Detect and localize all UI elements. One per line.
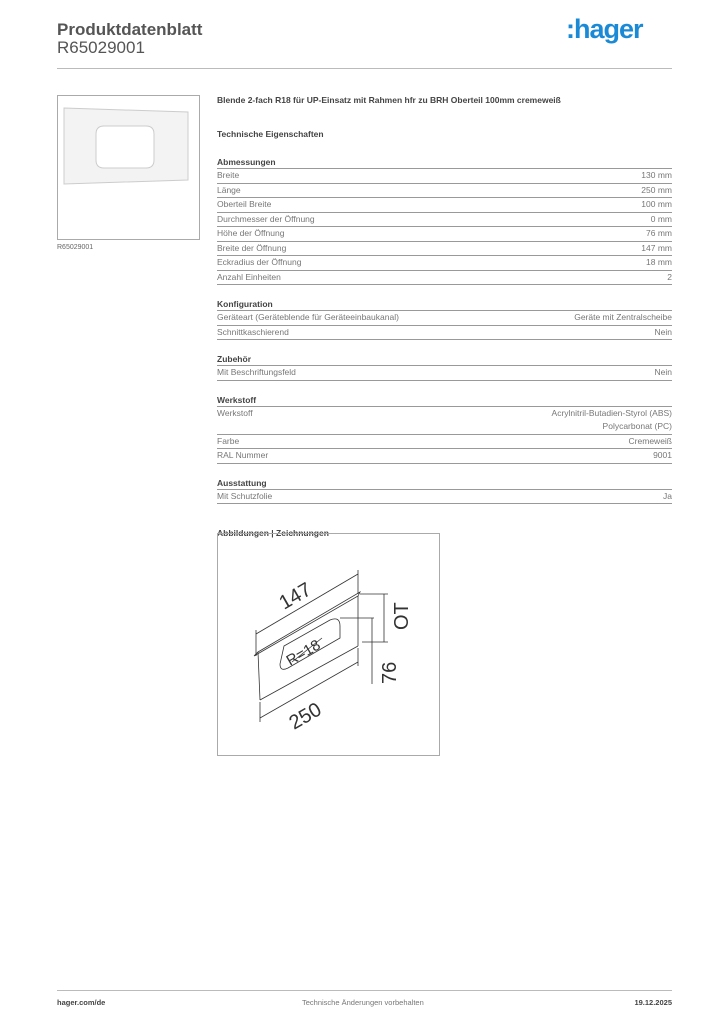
property-value: 76 mm	[646, 228, 672, 238]
footer-website-link[interactable]: hager.com/de	[57, 998, 106, 1007]
property-label: Mit Beschriftungsfeld	[217, 367, 296, 377]
header-divider	[57, 68, 672, 69]
property-value: Nein	[654, 326, 672, 337]
property-label: Länge	[217, 184, 241, 195]
property-row	[217, 198, 672, 213]
property-value: 100 mm	[641, 199, 672, 209]
property-value: 0 mm	[650, 213, 672, 224]
property-row	[217, 184, 672, 199]
tech-properties-heading: Technische Eigenschaften	[217, 129, 324, 139]
property-row	[217, 169, 672, 184]
figures-heading: Abbildungen | Zeichnungen	[217, 528, 329, 538]
dim-radius-label: R=18	[283, 636, 324, 670]
property-value: Nein	[654, 367, 672, 377]
dim-width-label: 147	[275, 578, 316, 615]
dim-height-label: 76	[379, 661, 401, 684]
property-label: Geräteart (Geräteblende für Geräteeinbaukanal)	[217, 312, 399, 322]
hager-logo: :hager	[566, 14, 643, 44]
property-label: Mit Schutzfolie	[217, 490, 273, 501]
image-caption: R65029001	[57, 244, 94, 251]
product-code: R65029001	[57, 38, 145, 57]
product-description: Blende 2-fach R18 für UP-Einsatz mit Rahmen hfr zu BRH Oberteil 100mm cremeweiß	[217, 95, 561, 105]
section-zubehr	[217, 352, 672, 381]
property-label: Werkstoff	[217, 407, 253, 418]
section-heading: Abmessungen	[217, 155, 672, 169]
property-value: Geräte mit Zentralscheibe	[574, 312, 672, 322]
section-heading: Werkstoff	[217, 393, 672, 407]
page-title: Produktdatenblatt	[57, 20, 203, 39]
property-row	[217, 366, 672, 381]
property-row	[217, 256, 672, 271]
section-konfiguration	[217, 297, 672, 340]
property-value: 2	[667, 271, 672, 282]
property-value: 18 mm	[646, 257, 672, 267]
property-row	[217, 407, 672, 435]
property-label: Eckradius der Öffnung	[217, 257, 302, 267]
property-label: Farbe	[217, 435, 240, 446]
property-row	[217, 242, 672, 257]
section-heading: Zubehör	[217, 352, 672, 366]
footer-date: 19.12.2025	[634, 998, 672, 1007]
main-content	[217, 95, 672, 538]
property-label: Breite der Öffnung	[217, 242, 287, 253]
dim-ot-label: OT	[391, 602, 413, 630]
property-label: Durchmesser der Öffnung	[217, 213, 315, 224]
property-value: 147 mm	[641, 242, 672, 253]
footer-disclaimer: Technische Änderungen vorbehalten	[302, 998, 424, 1007]
property-row	[217, 311, 672, 326]
property-row	[217, 326, 672, 341]
section-werkstoff	[217, 393, 672, 464]
property-row	[217, 271, 672, 286]
property-label: RAL Nummer	[217, 450, 269, 460]
property-label: Oberteil Breite	[217, 199, 272, 209]
property-value: 9001	[653, 450, 672, 460]
section-ausstattung	[217, 476, 672, 505]
property-value: Ja	[663, 490, 672, 501]
section-abmessungen	[217, 155, 672, 285]
property-label: Höhe der Öffnung	[217, 228, 285, 238]
property-label: Schnittkaschierend	[217, 326, 289, 337]
product-image	[57, 95, 200, 240]
section-heading: Konfiguration	[217, 297, 672, 311]
property-sections	[217, 155, 672, 504]
property-value: Acrylnitril-Butadien-Styrol (ABS) Polycarbonat (PC)	[551, 407, 672, 431]
dim-length-label: 250	[285, 698, 326, 735]
property-row	[217, 227, 672, 242]
property-label: Breite	[217, 170, 240, 180]
property-row	[217, 449, 672, 464]
footer-divider	[57, 990, 672, 991]
property-value: 130 mm	[641, 170, 672, 180]
technical-drawing	[217, 533, 440, 756]
property-row	[217, 213, 672, 228]
section-heading: Ausstattung	[217, 476, 672, 490]
property-row	[217, 490, 672, 505]
property-value: 250 mm	[641, 184, 672, 195]
property-value: Cremeweiß	[628, 435, 672, 446]
property-row	[217, 435, 672, 450]
property-label: Anzahl Einheiten	[217, 271, 281, 282]
